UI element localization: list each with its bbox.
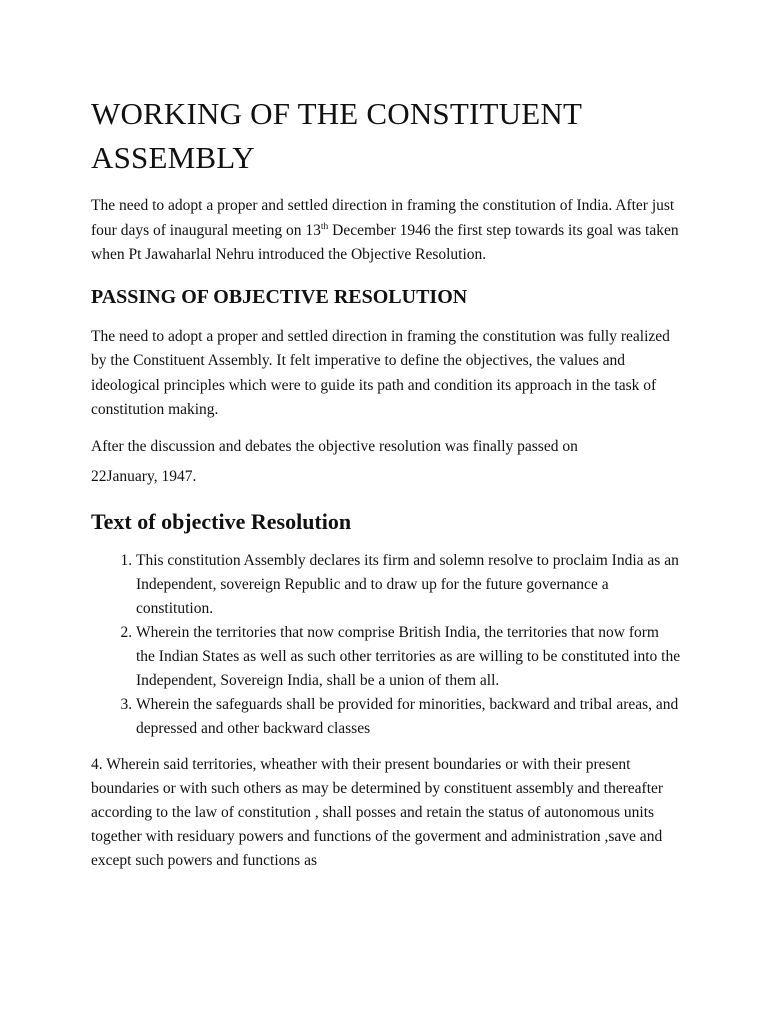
passed-line-2: 22January, 1947.	[91, 467, 197, 485]
intro-paragraph	[91, 194, 681, 268]
section-heading-text: Text of objective Resolution	[91, 508, 352, 534]
item-4-paragraph: 4. Wherein said territories, wheather with their present boundaries or with their present boundaries or with such others as may be determined by constituent assembly and thereafter according to the law of constitution , shall posses and retain the status of autonomous units together with residuary powers and functions of the goverment and administration ,save and except such powers and functions as	[91, 755, 664, 869]
list-item: 2. Wherein the territories that now comprise British India, the territories that now form the Indian States as well as such other territories as are willing to be constituted into the Independent, Sovereign India, shall be a union of them all.	[136, 621, 681, 693]
page-title: WORKING OF THE CONSTITUENT ASSEMBLY	[91, 96, 582, 175]
list-item: 1. This constitution Assembly declares its firm and solemn resolve to proclaim India as an Independent, sovereign Republic and to draw up for the future governance a constitution.	[136, 549, 681, 621]
intro-text-end: December 1946 the first step towards its goal was taken when Pt Jawaharlal Nehru introduced the Objective Resolution.	[91, 221, 679, 263]
resolution-list	[91, 549, 681, 741]
passing-paragraph: The need to adopt a proper and settled direction in framing the constitution was fully realized by the Constituent Assembly. It felt imperative to define the objectives, the values and ideological principles which were to guide its path and condition its approach in the task of constitution making.	[91, 327, 670, 418]
ordinal-suffix: th	[320, 221, 329, 232]
list-item: 3. Wherein the safeguards shall be provided for minorities, backward and tribal areas, and depressed and other backward classes	[136, 693, 681, 741]
document-page	[91, 92, 681, 873]
intro-text-start: The need to adopt a proper and settled direction in framing the constitution of India. After just four days of inaugural meeting on 13	[91, 197, 675, 239]
section-heading-passing: PASSING OF OBJECTIVE RESOLUTION	[91, 285, 468, 308]
passed-line-1: After the discussion and debates the objective resolution was finally passed on	[91, 437, 578, 455]
